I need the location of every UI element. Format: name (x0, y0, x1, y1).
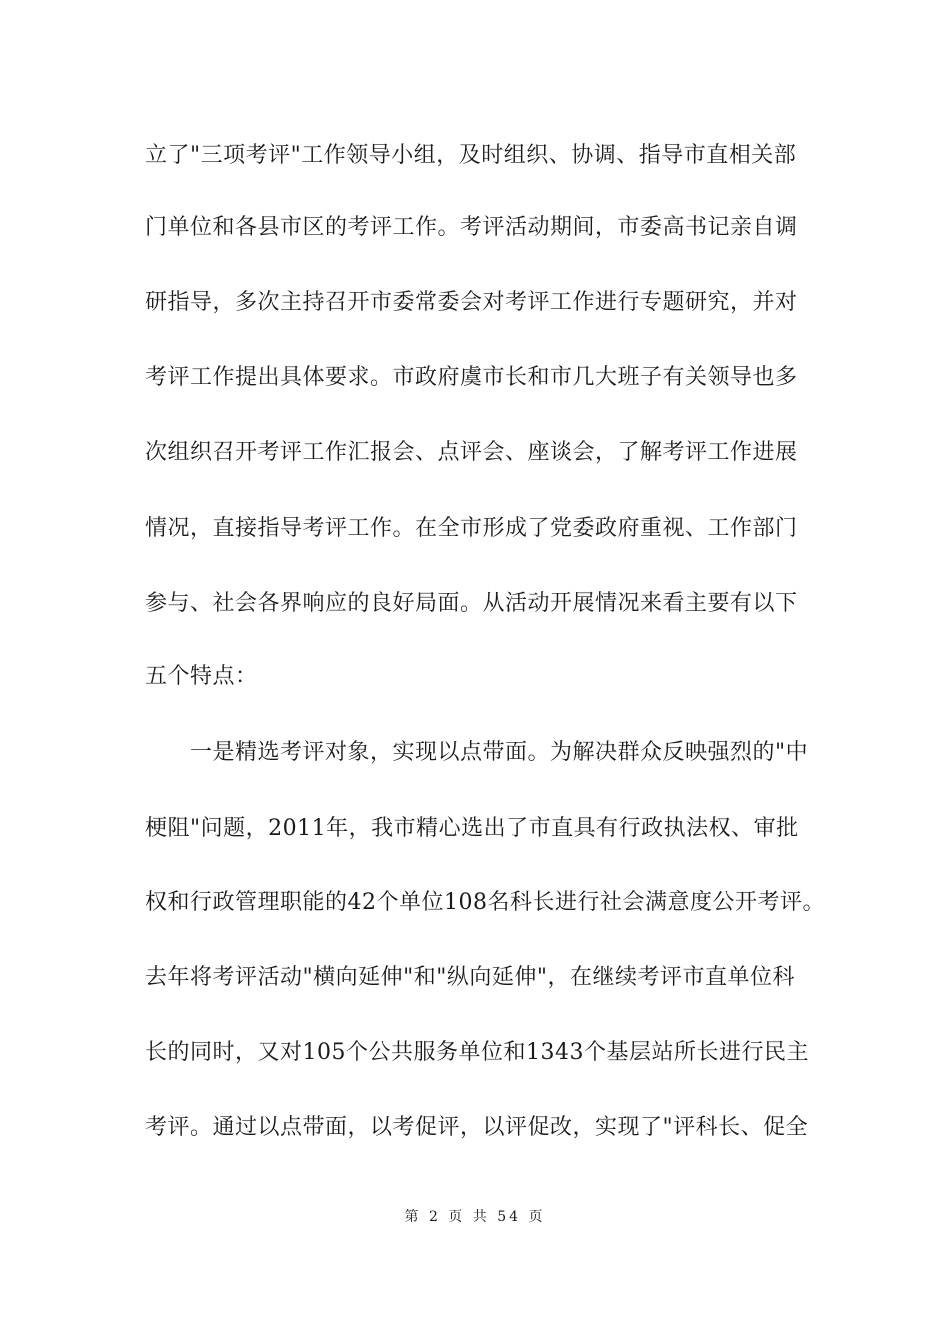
paragraph-line-1: 立了"三项考评"工作领导小组，及时组织、协调、指导市直相关部 (145, 143, 797, 168)
paragraph-line-9: 一是精选考评对象，实现以点带面。为解决群众反映强烈的"中 (190, 740, 809, 765)
paragraph-line-4: 考评工作提出具体要求。市政府虞市长和市几大班子有关领导也多 (145, 365, 798, 390)
paragraph-line-5: 次组织召开考评工作汇报会、点评会、座谈会，了解考评工作进展 (145, 440, 798, 465)
paragraph-line-11: 权和行政管理职能的42个单位108名科长进行社会满意度公开考评。 (145, 890, 825, 915)
paragraph-line-14: 考评。通过以点带面，以考促评，以评促改，实现了"评科长、促全 (145, 1115, 809, 1140)
page-footer (0, 1207, 950, 1227)
paragraph-line-8: 五个特点： (145, 664, 258, 689)
paragraph-line-7: 参与、社会各界响应的良好局面。从活动开展情况来看主要有以下 (145, 591, 798, 616)
paragraph-line-12: 去年将考评活动"横向延伸"和"纵向延伸"，在继续考评市直单位科 (145, 965, 795, 990)
paragraph-line-6: 情况，直接指导考评工作。在全市形成了党委政府重视、工作部门 (145, 516, 798, 541)
page-number-label: 第 2 页 共 54 页 (404, 1209, 546, 1225)
paragraph-line-2: 门单位和各县市区的考评工作。考评活动期间，市委高书记亲自调 (145, 215, 798, 240)
paragraph-line-3: 研指导，多次主持召开市委常委会对考评工作进行专题研究，并对 (145, 290, 798, 315)
paragraph-line-13: 长的同时，又对105个公共服务单位和1343个基层站所长进行民主 (145, 1040, 809, 1065)
paragraph-line-10: 梗阻"问题，2011年，我市精心选出了市直具有行政执法权、审批 (145, 816, 799, 841)
